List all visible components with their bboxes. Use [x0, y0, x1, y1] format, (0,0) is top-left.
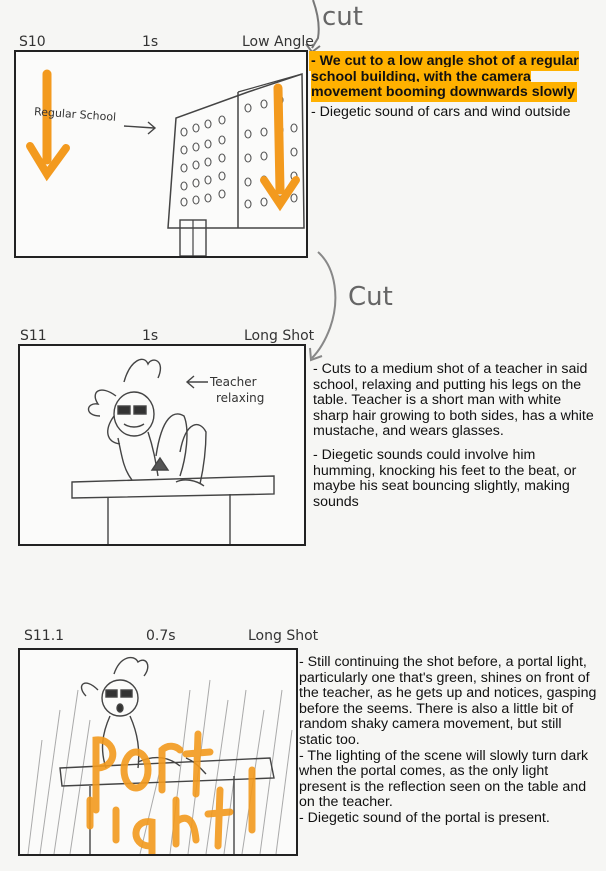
- frame-label-line: Teacher: [210, 375, 257, 389]
- storyboard-frame-s10: [14, 50, 308, 258]
- shot-notes-s11-1: [299, 655, 597, 833]
- shot-note: - Diegetic sound of the portal is present.: [299, 809, 550, 826]
- portal-light-icon: [90, 734, 252, 854]
- cut-label-middle: Cut: [348, 282, 393, 312]
- shot-note: - Diegetic sounds could involve him humming, knocking his feet to the beat, or maybe his seat bouncing slightly, making sounds: [313, 446, 577, 510]
- shot-notes-s10: [311, 54, 595, 126]
- shot-type: Long Shot: [244, 328, 315, 344]
- shot-duration: 0.7s: [146, 628, 176, 644]
- portal-light-drawing: [20, 650, 296, 854]
- shot-note: - Still continuing the shot before, a portal light, particularly one that's green, shines on front of the teacher, as he gets up and notices, gasping before the seems. There is also a little bit of random shaky camera movement, but still static too.: [299, 654, 597, 748]
- frame-label-line: relaxing: [216, 391, 265, 405]
- shot-duration: 1s: [142, 34, 159, 50]
- shot-notes-s11: [313, 362, 597, 516]
- shot-id: S11.1: [24, 628, 65, 644]
- camera-boom-arrow-icon: [30, 74, 296, 204]
- cut-label-top: cut: [322, 2, 363, 32]
- school-building-drawing: [16, 52, 306, 256]
- shot-duration: 1s: [142, 328, 159, 344]
- frame-label-regular-school: Regular School: [33, 105, 117, 124]
- storyboard-frame-s11: [18, 344, 306, 546]
- shot-type: Long Shot: [248, 628, 319, 644]
- storyboard-frame-s11-1: [18, 648, 298, 856]
- shot-note: - Cuts to a medium shot of a teacher in said school, relaxing and putting his legs on the table. Teacher is a short man with white sharp hair growing to both sides, has a white mustache, and wears glasses.: [313, 361, 594, 440]
- shot-id: S11: [20, 328, 47, 344]
- shot-note: - The lighting of the scene will slowly turn dark when the portal comes, as the only light present is the reflection seen on the table and on the teacher.: [299, 747, 589, 811]
- highlighted-note: - We cut to a low angle shot of a regular school building, with the camera movement booming downwards slowly: [311, 53, 579, 101]
- shot-type: Low Angle: [242, 34, 314, 50]
- frame-label-teacher-relaxing: [210, 374, 264, 406]
- shot-id: S10: [19, 34, 46, 50]
- shot-note: - Diegetic sound of cars and wind outside: [311, 103, 571, 120]
